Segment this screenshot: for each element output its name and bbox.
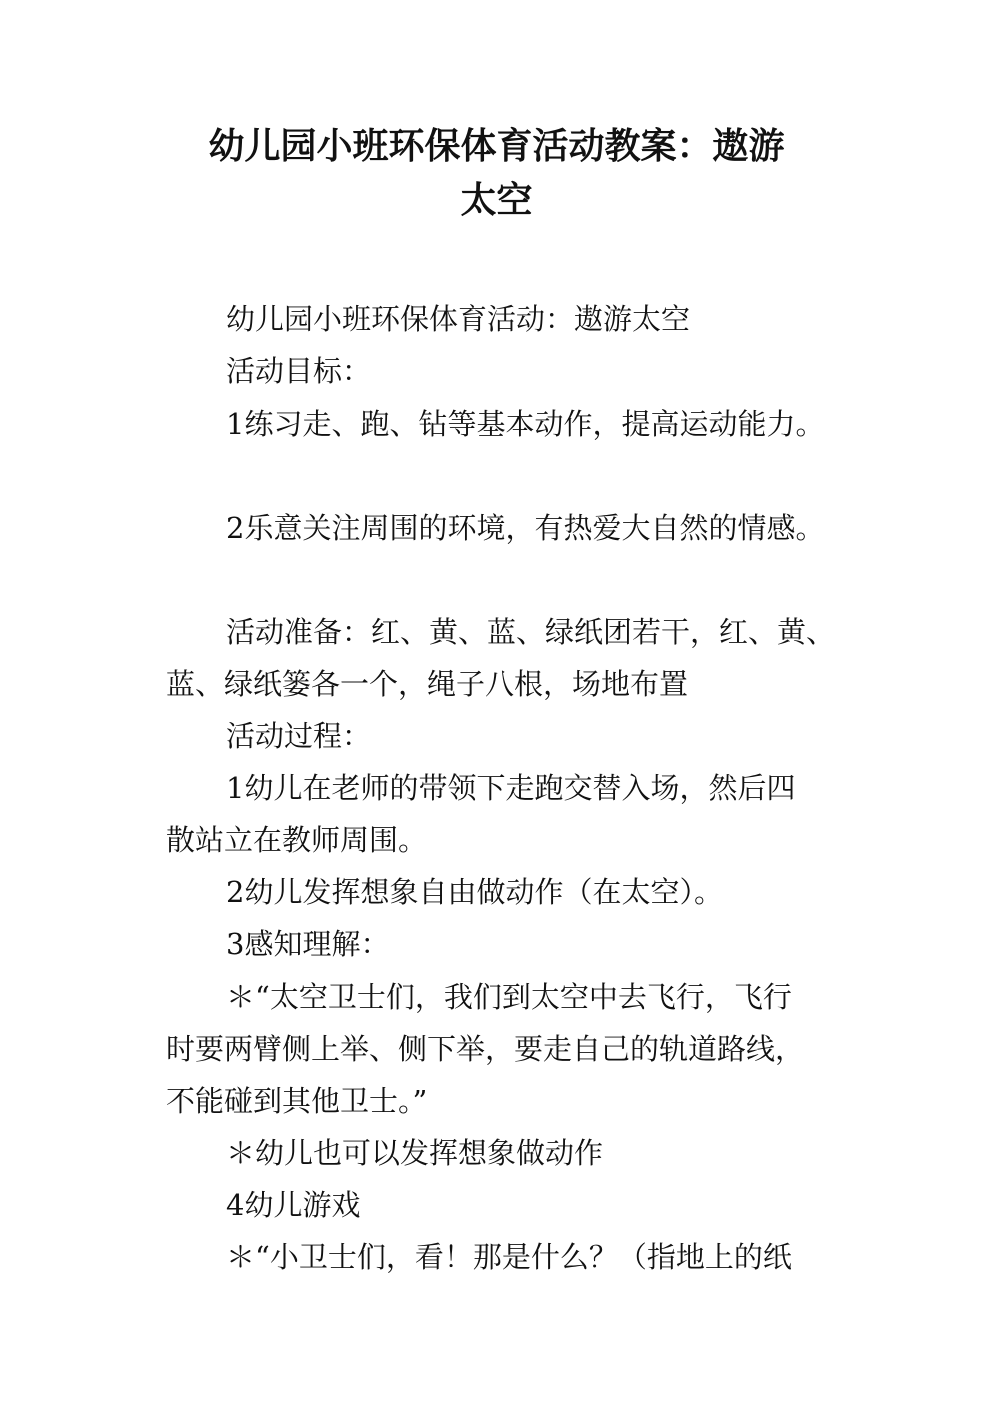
heading-activity-process: 活动过程： xyxy=(226,719,372,753)
process-step-4: 4幼儿游戏 xyxy=(226,1188,361,1222)
process-step-3-note: ＊幼儿也可以发挥想象做动作 xyxy=(226,1136,604,1170)
paragraph-subtitle: 幼儿园小班环保体育活动：遨游太空 xyxy=(226,302,691,336)
goal-item-2: 2乐意关注周围的环境，有热爱大自然的情感。 xyxy=(226,511,825,545)
process-step-3-quote-line-1: ＊“太空卫士们，我们到太空中去飞行，飞行 xyxy=(226,980,792,1014)
heading-activity-goals: 活动目标： xyxy=(226,354,372,388)
preparation-line-1: 活动准备：红、黄、蓝、绿纸团若干，红、黄、 xyxy=(226,615,836,649)
document-title-line-2: 太空 xyxy=(460,180,533,221)
process-step-1-line-2: 散站立在教师周围。 xyxy=(166,823,428,857)
process-step-2: 2幼儿发挥想象自由做动作（在太空）。 xyxy=(226,875,723,909)
process-step-3-quote-line-2: 时要两臂侧上举、侧下举，要走自己的轨道路线， xyxy=(166,1032,805,1066)
document-title-line-1: 幼儿园小班环保体育活动教案：遨游 xyxy=(208,126,785,167)
preparation-line-2: 蓝、绿纸篓各一个，绳子八根，场地布置 xyxy=(166,667,689,701)
process-step-4-quote-line-1: ＊“小卫士们，看！那是什么？（指地上的纸 xyxy=(226,1240,792,1274)
goal-item-1: 1练习走、跑、钻等基本动作，提高运动能力。 xyxy=(226,407,825,441)
process-step-3-quote-line-3: 不能碰到其他卫士。” xyxy=(166,1084,428,1118)
process-step-1-line-1: 1幼儿在老师的带领下走跑交替入场，然后四 xyxy=(226,771,796,805)
process-step-3: 3感知理解： xyxy=(226,927,390,961)
